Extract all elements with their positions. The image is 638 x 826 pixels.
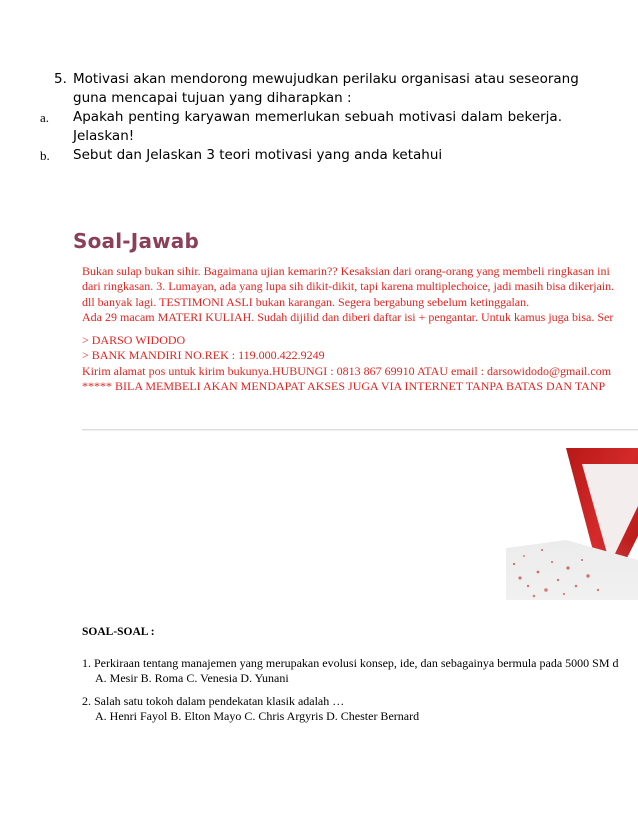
sub-question-b-marker: b. [40, 148, 50, 163]
warning-triangle-image [506, 440, 638, 600]
promo-line: Ada 29 macam MATERI KULIAH. Sudah dijilid dan diberi daftar isi + pengantar. Untuk kamus juga bisa. Ser [82, 309, 614, 324]
promo-line: dari ringkasan. 3. Lumayan, ada yang lupa sih dikit-dikit, tapi karena multiplechoice, jadi masih bisa dikerjain. [82, 279, 615, 294]
question-1 [82, 656, 638, 686]
contact-line: Kirim alamat pos untuk kirim bukunya.HUBUNGI : 0813 867 69910 ATAU email : darsowidodo@gmail.com [82, 363, 612, 378]
question-5-line-1 [0, 70, 600, 89]
question-1-options: A. Mesir B. Roma C. Venesia D. Yunani [95, 671, 289, 685]
question-text-continued: guna mencapai tujuan yang diharapkan : [73, 90, 352, 106]
sub-question-b-text: Sebut dan Jelaskan 3 teori motivasi yang anda ketahui [73, 147, 443, 163]
question-2 [82, 694, 638, 724]
contact-line: > BANK MANDIRI NO.REK : 119.000.422.9249 [82, 348, 325, 363]
sub-question-a-marker: a. [40, 110, 50, 125]
contact-line: > DARSO WIDODO [82, 333, 186, 348]
question-number: 5. [54, 71, 67, 87]
soal-heading: SOAL-SOAL : [82, 626, 155, 638]
promo-line: dll banyak lagi. TESTIMONI ASLI bukan karangan. Segera bergabung sebelum ketinggalan. [82, 294, 530, 309]
sub-question-a-text-continued: Jelaskan! [73, 128, 135, 144]
question-text: Motivasi akan mendorong mewujudkan perilaku organisasi atau seseorang [73, 71, 579, 87]
contact-line: ***** BILA MEMBELI AKAN MENDAPAT AKSES JUGA VIA INTERNET TANPA BATAS DAN TANP [82, 379, 606, 394]
sub-question-a-text: Apakah penting karyawan memerlukan sebuah motivasi dalam bekerja. [73, 109, 562, 125]
spacer [82, 325, 638, 333]
sub-question-a [0, 108, 600, 127]
question-2-text: 2. Salah satu tokoh dalam pendekatan klasik adalah … [82, 694, 345, 708]
promo-line: Bukan sulap bukan sihir. Bagaimana ujian kemarin?? Kesaksian dari orang-orang yang membeli ringkasan ini [82, 264, 610, 278]
divider [82, 429, 638, 431]
sub-question-a-continued [0, 127, 600, 146]
promo-block [82, 264, 638, 394]
sub-question-b [0, 146, 600, 165]
question-2-options: A. Henri Fayol B. Elton Mayo C. Chris Argyris D. Chester Bernard [95, 709, 420, 723]
question-5-line-2 [0, 89, 600, 108]
question-1-text: 1. Perkiraan tentang manajemen yang merupakan evolusi konsep, ide, dan sebagainya bermula pada 5000 SM d [82, 656, 619, 670]
section-title: Soal-Jawab [73, 229, 200, 253]
soal-section [82, 625, 638, 732]
question-5 [0, 70, 600, 165]
